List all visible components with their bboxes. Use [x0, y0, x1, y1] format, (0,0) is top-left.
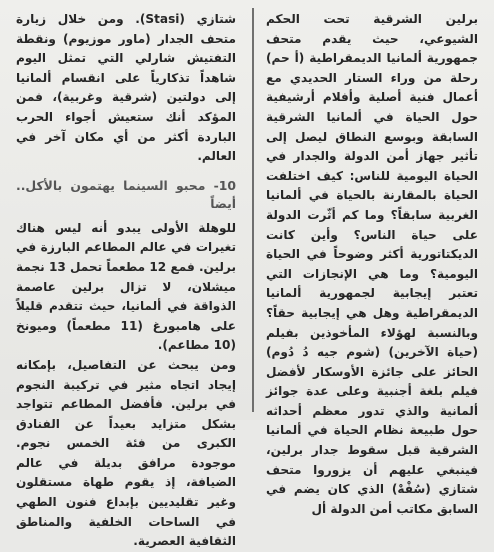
- article-column-left: [10, 6, 240, 549]
- article-column-right: [262, 6, 484, 516]
- subheading-text: - محبو السينما يهتمون بالأكل.. أيضاً: [16, 177, 236, 211]
- column-divider: [252, 8, 254, 412]
- body-paragraph: للوهلة الأولى يبدو أنه ليس هناك تغيرات في عالم المطاعم البارزة في برلين. فمع 12 مطعماً تحمل 13 نجمة ميشلان، لا تزال برلين عاصمة الذواقة في ألمانيا، حيث تتقدم قليلاً على هامبورغ (11 مطعماً) وميونخ (10 مطاعم).: [16, 220, 236, 353]
- body-paragraph: شتازي (Stasi). ومن خلال زيارة متحف الجدار (ماور موزيوم) ونقطة التفتيش شارلي التي تمثل اليوم شاهداً تذكارياً على انقسام ألمانيا إلى دولتين (شرقية وغربية)، فمن المؤكد أنك ستعيش أجواء الحرب الباردة أكثر من أي مكان آخر في العالم.: [16, 12, 236, 164]
- section-subheading: [16, 177, 236, 213]
- subheading-number: 10: [218, 177, 236, 193]
- body-paragraph: ومن يبحث عن التفاصيل، بإمكانه إيجاد اتجاه مثير في تركيبة النجوم في برلين. فأفضل المطاعم تتواجد بشكل متزايد بعيداً عن الفنادق الكبرى من فئة الخمس نجوم. موجودة مرافق بديلة في عالم الضيافة، إذ يقوم طهاة مستقلون وغير تقليديين بإبداع فنون الطهي في الساحات الخلفية والمناطق الثقافية العصرية.: [16, 357, 236, 549]
- body-paragraph: برلين الشرقية تحت الحكم الشيوعي، حيث يقدم متحف جمهورية ألمانيا الديمقراطية (أ حم) رحلة من وراء الستار الحديدي مع أعمال فنية أصلية وأفلام أرشيفية حول الحياة في ألمانيا الشرقية السابقة وبوسع النطاق ليصل إلى تأثير جهاز أمن الدولة والجدار في الحياة اليومية للناس: كيف اختلفت الحياة بالمقارنة بالحياة في ألمانيا الغربية سابقاً؟ وما كم أثّرت الدولة على حياة الناس؟ وأين كانت الديكتاتورية أكثر وضوحاً في الحياة اليومية؟ وما هي الإنجازات التي تعتبر إيجابية لجمهورية ألمانيا الديمقراطية وهل هي إيجابية حقاً؟ وبالنسبة لهؤلاء المأخوذين بفيلم (حياة الآخرين) (شوم جيه دُ دُوم) الحائز على جائزة الأوسكار لأفضل فيلم بلغة أجنبية وعلى عدة جوائز ألمانية والذي تدور معظم أحداثه حول طبيعة نظام الحياة في ألمانيا الشرقية قبل سقوط جدار برلين، فينبغي عليهم أن يزوروا متحف شتازي (سُفْهْ) الذي كان يضم في السابق مكاتب أمن الدولة أل: [266, 12, 478, 516]
